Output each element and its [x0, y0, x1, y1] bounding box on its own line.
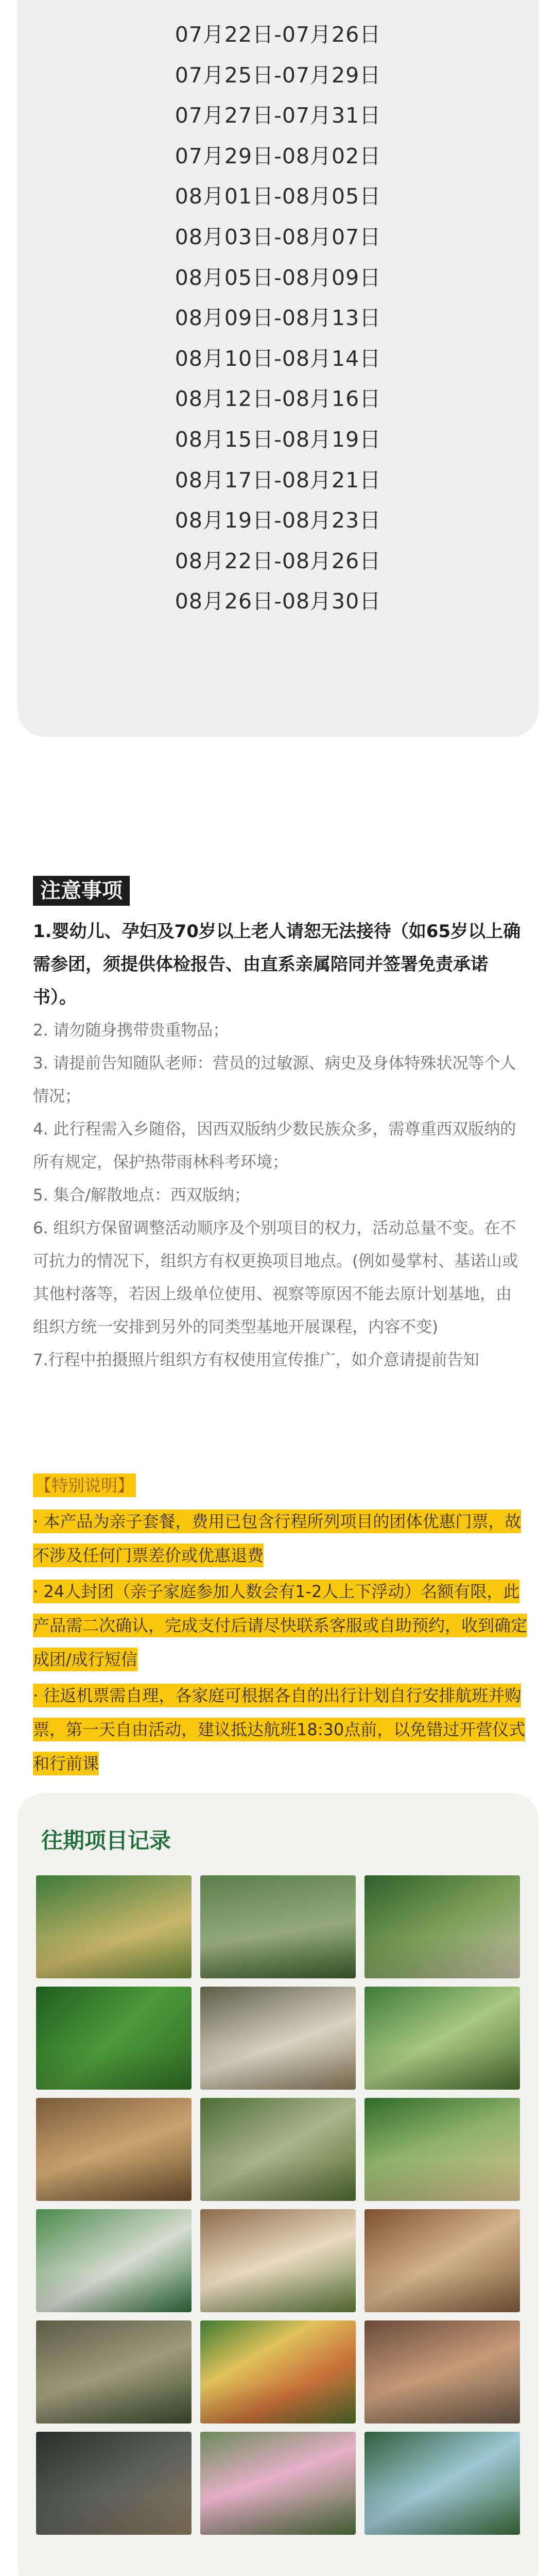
record-photo[interactable] [364, 1875, 520, 1978]
notice-item-2: 2. 请勿随身携带贵重物品； [33, 1021, 229, 1040]
record-photo[interactable] [36, 2320, 192, 2424]
record-photo[interactable] [200, 1875, 356, 1978]
notice-section [33, 876, 527, 1377]
notice-item-1: 1.婴幼儿、孕妇及70岁以上老人请恕无法接待（如65岁以上确需参团，须提供体检报告、由直系亲属陪同并签署免责承诺书）。 [33, 921, 521, 1008]
date-item: 08月17日-08月21日 [175, 467, 381, 493]
record-photo[interactable] [36, 2098, 192, 2201]
notice-item-7: 7.行程中拍摄照片组织方有权使用宣传推广，如介意请提前告知 [33, 1351, 479, 1369]
special-text: · 往返机票需自理，各家庭可根据各自的出行计划自行安排航班并购票，第一天自由活动，建议抵达航班18:30点前，以免错过开营仪式和行前课 [33, 1684, 525, 1775]
date-item: 07月25日-07月29日 [175, 62, 381, 88]
special-title [33, 1468, 527, 1502]
photo-grid [36, 1875, 520, 2535]
special-paragraph [33, 1504, 527, 1572]
date-item: 08月01日-08月05日 [175, 184, 381, 209]
date-item: 08月26日-08月30日 [175, 589, 381, 614]
date-item: 08月12日-08月16日 [175, 386, 381, 412]
record-photo[interactable] [364, 2098, 520, 2201]
record-photo[interactable] [200, 2320, 356, 2424]
special-text: · 24人封团（亲子家庭参加人数会有1-2人上下浮动）名额有限，此产品需二次确认，完成支付后请尽快联系客服或自助预约，收到确定成团/成行短信 [33, 1580, 527, 1671]
special-text: · 本产品为亲子套餐，费用已包含行程所列项目的团体优惠门票，故不涉及任何门票差价或优惠退费 [33, 1510, 521, 1567]
date-item: 07月29日-08月02日 [175, 143, 381, 168]
date-item: 08月03日-08月07日 [175, 224, 381, 249]
date-item: 08月22日-08月26日 [175, 548, 381, 573]
special-paragraph [33, 1679, 527, 1781]
record-photo[interactable] [364, 2209, 520, 2312]
record-photo[interactable] [200, 1987, 356, 2090]
date-item: 08月10日-08月14日 [175, 346, 381, 371]
date-item: 08月15日-08月19日 [175, 427, 381, 452]
record-photo[interactable] [364, 2432, 520, 2535]
special-notes [33, 1468, 527, 1781]
record-photo[interactable] [36, 2432, 192, 2535]
date-item: 08月09日-08月13日 [175, 306, 381, 331]
date-list-card [18, 0, 538, 737]
special-title-text: 【特别说明】 [33, 1473, 136, 1497]
notice-item-4: 4. 此行程需入乡随俗，因西双版纳少数民族众多，需尊重西双版纳的所有规定，保护热带雨林科考环境； [33, 1120, 516, 1172]
notice-item-3: 3. 请提前告知随队老师：营员的过敏源、病史及身体特殊状况等个人情况； [33, 1054, 516, 1106]
record-photo[interactable] [200, 2209, 356, 2312]
record-photo[interactable] [36, 1875, 192, 1978]
date-item: 07月22日-07月26日 [175, 22, 381, 47]
record-photo[interactable] [200, 2432, 356, 2535]
record-photo[interactable] [200, 2098, 356, 2201]
records-title: 往期项目记录 [41, 1828, 171, 1853]
special-paragraph [33, 1574, 527, 1676]
notice-item-6: 6. 组织方保留调整活动顺序及个别项目的权力，活动总量不变。在不可抗力的情况下，组织方有权更换项目地点。(例如曼掌村、基诺山或其他村落等，若因上级单位使用、视察等原因不能去原计划基地，由组织方统一安排到另外的同类型基地开展课程，内容不变) [33, 1219, 518, 1336]
record-photo[interactable] [36, 1987, 192, 2090]
date-item: 08月05日-08月09日 [175, 265, 381, 290]
record-photo[interactable] [364, 2320, 520, 2424]
date-list [18, 14, 538, 622]
date-item: 08月19日-08月23日 [175, 508, 381, 533]
past-records-card [18, 1793, 538, 2576]
notice-item-5: 5. 集合/解散地点：西双版纳； [33, 1186, 250, 1205]
record-photo[interactable] [36, 2209, 192, 2312]
notice-title: 注意事项 [33, 876, 130, 906]
date-item: 07月27日-07月31日 [175, 103, 381, 128]
record-photo[interactable] [364, 1987, 520, 2090]
